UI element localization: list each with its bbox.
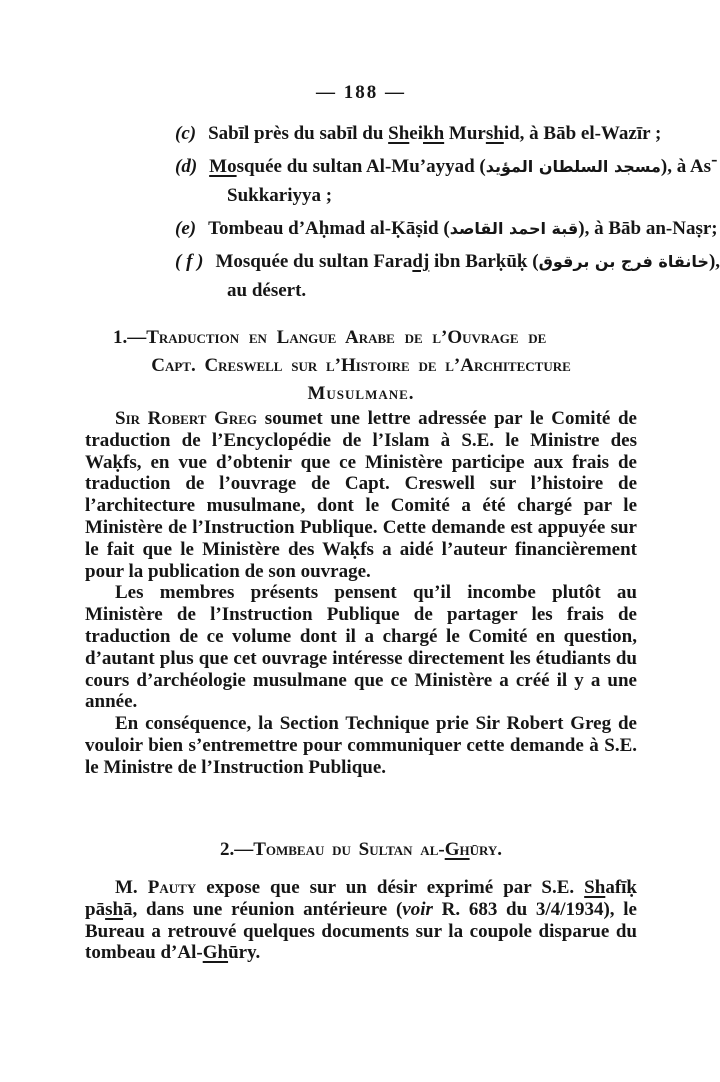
heading-line: 1.—Traduction en Langue Arabe de l’Ouvrage de xyxy=(113,327,547,348)
text-run: afīḳ pā xyxy=(85,877,637,920)
paragraph-3: En conséquence, la Section Technique prie Sir Robert Greg de vouloir bien s’entremettre pour communiquer cette demande à S.E. le Ministre de l’Instruction Publique. xyxy=(85,713,637,778)
text-run: Tombeau d’Aḥmad al-Ḳāṣid ( xyxy=(208,218,450,239)
text-run: id, à Bāb el-Wazīr ; xyxy=(503,123,662,144)
underlined-digraph: sh xyxy=(485,123,504,144)
heading-text: ūry. xyxy=(469,839,503,860)
section-2-body xyxy=(85,877,637,964)
list-item-c xyxy=(85,119,662,148)
underlined-digraph: Gh xyxy=(444,839,470,860)
section-2-heading xyxy=(85,839,637,861)
text-run: M. xyxy=(115,877,148,898)
arabic-inline: مسجد السلطان المؤيد xyxy=(485,157,661,176)
text-run: squée du sultan Al-Mu’ayyad ( xyxy=(236,156,486,177)
text-run: ibn Barḳūḳ ( xyxy=(429,251,539,272)
underlined-digraph: kh xyxy=(423,123,445,144)
text-run: R. 683 du 3/4/1934), le Bureau a retrouvé quelques documents sur la coupole disparue du tombeau d’Al- xyxy=(85,898,637,964)
continuation-line: au désert. xyxy=(227,280,307,301)
heading-text: 2.—Tombeau du Sultan al- xyxy=(219,839,445,860)
text-run: soumet une lettre adressée par le Comité de traduction de l’Encyclopédie de l’Islam à S.E. le Ministre des Waḳfs, en vue d’obtenir que ce Ministère participe aux frais de traduction de l’ouvrage de Capt. Creswell sur l’histoire de l’architecture musulmane, dont le Comité a été chargé par le Ministère de l’Instruction Publique. Cette demande est appuyée sur le fait que le Ministère des Waḳfs a aidé l’auteur financièrement pour la publication de son ouvrage. xyxy=(85,408,637,582)
underlined-digraph: sh xyxy=(105,898,124,920)
heading-line: Capt. Creswell sur l’Histoire de l’Architecture xyxy=(151,355,571,376)
text-run: ā, dans une réunion antérieure ( xyxy=(123,898,403,920)
item-marker: (c) xyxy=(175,123,197,144)
list-item-e xyxy=(85,214,718,243)
text-run: Sabīl près du sabīl du xyxy=(208,123,389,144)
italic-run: voir xyxy=(402,898,433,920)
continuation-line: Sukkariyya ; xyxy=(227,185,333,206)
heading-line: Musulmane. xyxy=(307,383,415,404)
list-item-d xyxy=(85,149,718,210)
text-run: ei xyxy=(409,123,424,144)
speaker-name: Sir Robert Greg xyxy=(115,408,258,429)
text-run: ), à Bāb an-Naṣr; xyxy=(578,218,718,239)
item-marker: (e) xyxy=(175,218,197,239)
arabic-inline: خانقاة فرج بن برقوق xyxy=(538,252,709,271)
text-run: Mosquée du sultan Fara xyxy=(215,251,413,272)
page-number: — 188 — xyxy=(316,82,406,103)
speaker-name: Pauty xyxy=(147,877,197,898)
item-marker: ( f ) xyxy=(175,251,204,272)
text-run: ūry. xyxy=(228,942,261,964)
text-run: expose que sur un désir exprimé par S.E. xyxy=(196,877,585,898)
list-item-f xyxy=(85,247,720,305)
paragraph-2: Les membres présents pensent qu’il incombe plutôt au Ministère de l’Instruction Publique de partager les frais de traduction de ce volume dont il a chargé le Comité en question, d’autant plus que cet ouvrage intéresse directement les étudiants du cours d’archéologie musulmane que ce Ministère a créé il y a une année. xyxy=(85,582,637,713)
underlined-digraph: Sh xyxy=(584,877,606,898)
text-run: ), xyxy=(708,251,720,272)
section-1-body xyxy=(85,408,637,779)
monument-list xyxy=(85,119,720,309)
underlined-digraph: Sh xyxy=(388,123,410,144)
paragraph-1 xyxy=(85,408,637,582)
item-marker: (d) xyxy=(175,156,198,177)
paragraph-4 xyxy=(85,877,637,964)
text-run: Mur xyxy=(444,123,486,144)
underlined-digraph: dj xyxy=(412,251,430,272)
underlined-digraph: Gh xyxy=(202,942,229,964)
underlined-digraph: Mo xyxy=(209,156,237,177)
raised-hyphen: - xyxy=(711,149,718,170)
arabic-inline: قبة احمد القاصد xyxy=(449,219,579,238)
section-1-heading xyxy=(85,324,637,408)
text-run: ), à As xyxy=(660,156,712,177)
